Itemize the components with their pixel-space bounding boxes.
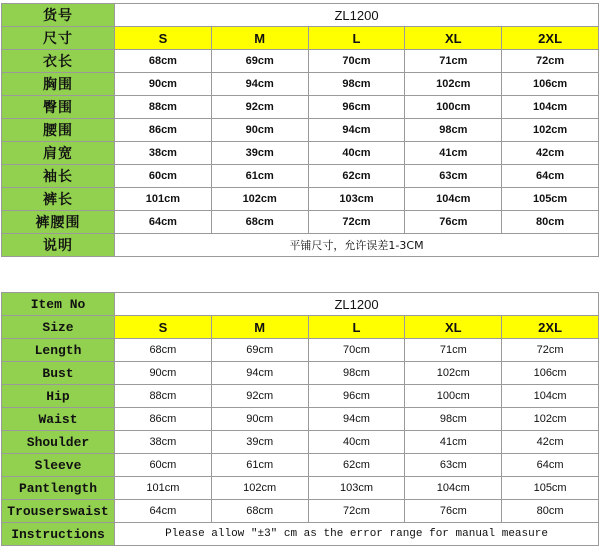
size-column-header: M [211, 316, 308, 339]
size-label: Size [2, 316, 115, 339]
measurement-label: Trouserswaist [2, 500, 115, 523]
measurement-value: 60cm [115, 165, 212, 188]
instructions-text: 平铺尺寸，允许误差1-3CM [115, 234, 599, 257]
measurement-value: 42cm [502, 142, 599, 165]
instructions-row [2, 523, 599, 546]
measurement-value: 90cm [211, 119, 308, 142]
measurement-value: 63cm [405, 165, 502, 188]
instructions-row [2, 234, 599, 257]
item-number-row [2, 293, 599, 316]
measurement-value: 40cm [308, 431, 405, 454]
item-number-label: 货号 [2, 4, 115, 27]
measurement-value: 39cm [211, 142, 308, 165]
table-row [2, 339, 599, 362]
measurement-value: 103cm [308, 477, 405, 500]
measurement-label: 腰围 [2, 119, 115, 142]
instructions-text: Please allow "±3" cm as the error range for manual measure [115, 523, 599, 546]
measurement-value: 104cm [405, 477, 502, 500]
measurement-value: 70cm [308, 339, 405, 362]
measurement-value: 88cm [115, 385, 212, 408]
size-column-header: S [115, 27, 212, 50]
measurement-value: 41cm [405, 142, 502, 165]
size-header-row [2, 27, 599, 50]
measurement-label: Length [2, 339, 115, 362]
measurement-value: 68cm [115, 50, 212, 73]
measurement-value: 105cm [502, 477, 599, 500]
size-label: 尺寸 [2, 27, 115, 50]
measurement-value: 100cm [405, 96, 502, 119]
measurement-value: 62cm [308, 165, 405, 188]
item-number-value: ZL1200 [115, 4, 599, 27]
size-column-header: 2XL [502, 316, 599, 339]
measurement-value: 101cm [115, 477, 212, 500]
measurement-value: 41cm [405, 431, 502, 454]
measurement-value: 76cm [405, 500, 502, 523]
measurement-value: 90cm [211, 408, 308, 431]
measurement-value: 86cm [115, 408, 212, 431]
measurement-label: 裤腰围 [2, 211, 115, 234]
measurement-value: 104cm [502, 385, 599, 408]
measurement-value: 61cm [211, 454, 308, 477]
measurement-value: 38cm [115, 142, 212, 165]
measurement-value: 94cm [211, 73, 308, 96]
size-header-row [2, 316, 599, 339]
size-column-header: XL [405, 27, 502, 50]
measurement-value: 71cm [405, 50, 502, 73]
measurement-value: 98cm [405, 408, 502, 431]
measurement-value: 63cm [405, 454, 502, 477]
table-row [2, 477, 599, 500]
size-column-header: L [308, 316, 405, 339]
measurement-value: 103cm [308, 188, 405, 211]
measurement-label: 袖长 [2, 165, 115, 188]
measurement-label: Shoulder [2, 431, 115, 454]
table-row [2, 165, 599, 188]
measurement-value: 101cm [115, 188, 212, 211]
measurement-value: 64cm [115, 211, 212, 234]
measurement-value: 96cm [308, 385, 405, 408]
measurement-value: 72cm [308, 500, 405, 523]
measurement-value: 86cm [115, 119, 212, 142]
table-body [2, 293, 599, 546]
measurement-value: 96cm [308, 96, 405, 119]
measurement-label: 胸围 [2, 73, 115, 96]
measurement-value: 69cm [211, 339, 308, 362]
measurement-label: Waist [2, 408, 115, 431]
measurement-value: 102cm [502, 408, 599, 431]
size-column-header: 2XL [502, 27, 599, 50]
table-row [2, 96, 599, 119]
measurement-label: Sleeve [2, 454, 115, 477]
size-column-header: S [115, 316, 212, 339]
measurement-label: 衣长 [2, 50, 115, 73]
measurement-value: 38cm [115, 431, 212, 454]
measurement-value: 42cm [502, 431, 599, 454]
table-row [2, 142, 599, 165]
table-row [2, 119, 599, 142]
item-number-row [2, 4, 599, 27]
measurement-value: 92cm [211, 96, 308, 119]
size-column-header: M [211, 27, 308, 50]
measurement-value: 98cm [308, 73, 405, 96]
measurement-value: 106cm [502, 362, 599, 385]
measurement-value: 62cm [308, 454, 405, 477]
measurement-value: 88cm [115, 96, 212, 119]
measurement-label: Hip [2, 385, 115, 408]
measurement-value: 72cm [308, 211, 405, 234]
measurement-value: 106cm [502, 73, 599, 96]
size-column-header: XL [405, 316, 502, 339]
measurement-value: 80cm [502, 500, 599, 523]
measurement-value: 39cm [211, 431, 308, 454]
table-row [2, 73, 599, 96]
size-column-header: L [308, 27, 405, 50]
measurement-label: Bust [2, 362, 115, 385]
instructions-label: 说明 [2, 234, 115, 257]
table-row [2, 431, 599, 454]
measurement-value: 71cm [405, 339, 502, 362]
item-number-label: Item No [2, 293, 115, 316]
measurement-value: 104cm [502, 96, 599, 119]
measurement-value: 70cm [308, 50, 405, 73]
measurement-label: 臀围 [2, 96, 115, 119]
measurement-value: 60cm [115, 454, 212, 477]
measurement-value: 80cm [502, 211, 599, 234]
table-row [2, 188, 599, 211]
measurement-value: 64cm [502, 454, 599, 477]
measurement-value: 94cm [308, 119, 405, 142]
measurement-value: 68cm [211, 500, 308, 523]
measurement-value: 64cm [502, 165, 599, 188]
measurement-value: 98cm [405, 119, 502, 142]
measurement-value: 102cm [502, 119, 599, 142]
table-row [2, 211, 599, 234]
measurement-value: 90cm [115, 73, 212, 96]
measurement-value: 102cm [211, 477, 308, 500]
table-row [2, 50, 599, 73]
measurement-value: 68cm [115, 339, 212, 362]
measurement-value: 102cm [405, 73, 502, 96]
measurement-value: 68cm [211, 211, 308, 234]
measurement-value: 94cm [211, 362, 308, 385]
measurement-value: 92cm [211, 385, 308, 408]
measurement-value: 76cm [405, 211, 502, 234]
measurement-value: 94cm [308, 408, 405, 431]
measurement-value: 72cm [502, 339, 599, 362]
table-row [2, 408, 599, 431]
instructions-label: Instructions [2, 523, 115, 546]
table-body [2, 4, 599, 257]
measurement-label: 肩宽 [2, 142, 115, 165]
measurement-value: 104cm [405, 188, 502, 211]
measurement-value: 90cm [115, 362, 212, 385]
measurement-label: Pantlength [2, 477, 115, 500]
measurement-value: 40cm [308, 142, 405, 165]
table-row [2, 454, 599, 477]
measurement-label: 裤长 [2, 188, 115, 211]
measurement-value: 72cm [502, 50, 599, 73]
measurement-value: 64cm [115, 500, 212, 523]
measurement-value: 69cm [211, 50, 308, 73]
measurement-value: 98cm [308, 362, 405, 385]
item-number-value: ZL1200 [115, 293, 599, 316]
table-row [2, 362, 599, 385]
size-table-chinese [1, 3, 599, 257]
size-table-english [1, 292, 599, 546]
table-row [2, 385, 599, 408]
measurement-value: 102cm [405, 362, 502, 385]
measurement-value: 105cm [502, 188, 599, 211]
measurement-value: 61cm [211, 165, 308, 188]
measurement-value: 100cm [405, 385, 502, 408]
table-row [2, 500, 599, 523]
measurement-value: 102cm [211, 188, 308, 211]
